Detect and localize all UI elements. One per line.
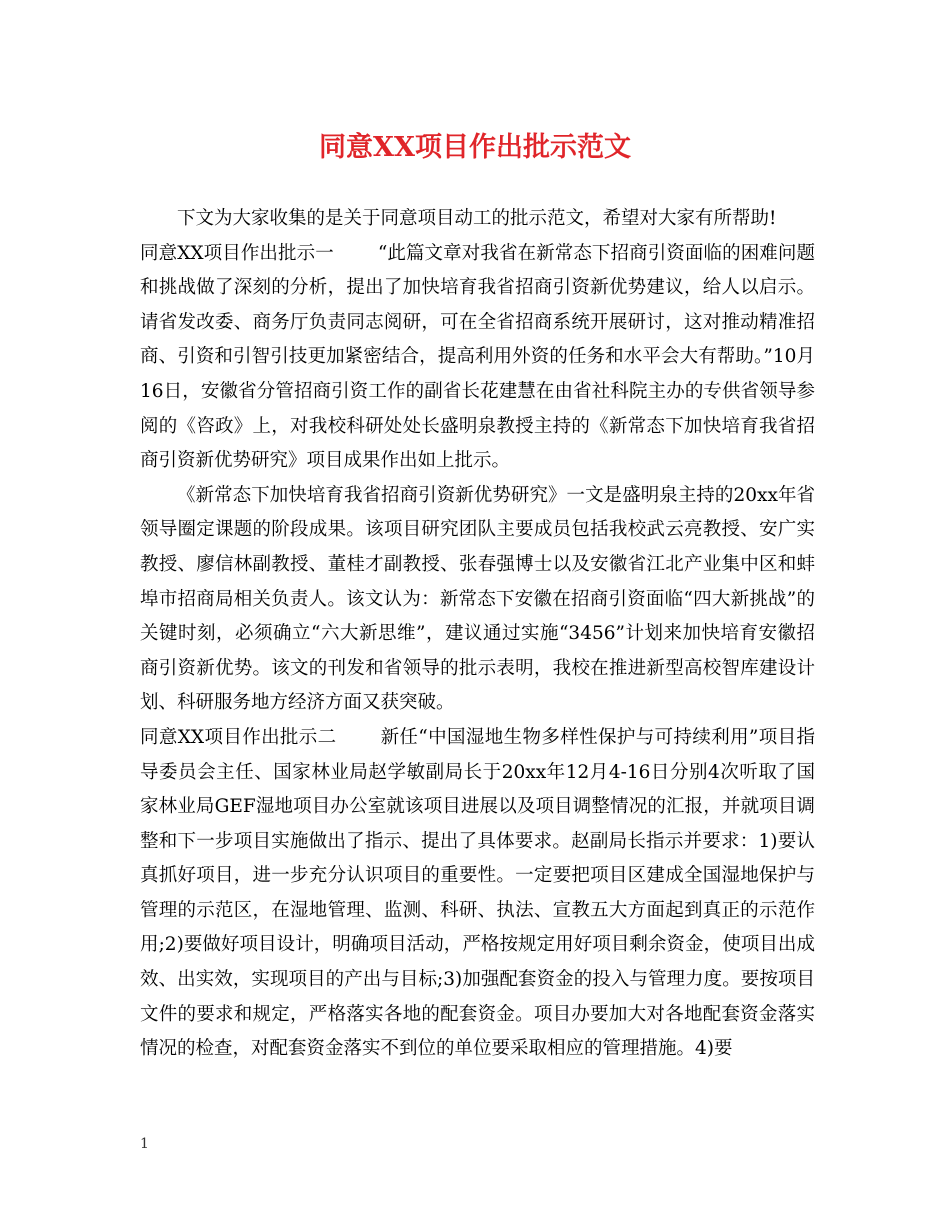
intro-paragraph: 下文为大家收集的是关于同意项目动工的批示范文，希望对大家有所帮助!	[177, 208, 777, 229]
page-number: 1	[140, 1136, 149, 1152]
section-1-paragraph	[140, 237, 815, 479]
section-2-heading: 同意XX项目作出批示二	[140, 726, 337, 748]
section-1-text: “此篇文章对我省在新常态下招商引资面临的困难问题和挑战做了深刻的分析，提出了加快培育我省招商引资新优势建议，给人以启示。请省发改委、商务厅负责同志阅研，可在全省招商系统开展研讨，这对推动精准招商、引资和引智引技更加紧密结合，提高利用外资的任务和水平会大有帮助。”10月16日，安徽省分管招商引资工作的副省长花建慧在由省社科院主办的专供省领导参阅的《咨政》上，对我校科研处处长盛明泉教授主持的《新常态下加快培育我省招商引资新优势研究》项目成果作出如上批示。	[140, 242, 815, 472]
paragraph-2: 《新常态下加快培育我省招商引资新优势研究》一文是盛明泉主持的20xx年省领导圈定课题的阶段成果。该项目研究团队主要成员包括我校武云亮教授、安广实教授、廖信林副教授、董桂才副教授、张春强博士以及安徽省江北产业集中区和蚌埠市招商局相关负责人。该文认为：新常态下安徽在招商引资面临“四大新挑战”的关键时刻，必须确立“六大新思维”，建议通过实施“3456”计划来加快培育安徽招商引资新优势。该文的刊发和省领导的批示表明，我校在推进新型高校智库建设计划、科研服务地方经济方面又获突破。	[140, 484, 815, 714]
section-2-text: 新任“中国湿地生物多样性保护与可持续利用”项目指导委员会主任、国家林业局赵学敏副局长于20xx年12月4-16日分别4次听取了国家林业局GEF湿地项目办公室就该项目进展以及项目调整情况的汇报，并就项目调整和下一步项目实施做出了指示、提出了具体要求。赵副局长指示并要求：1)要认真抓好项目，进一步充分认识项目的重要性。一定要把项目区建成全国湿地保护与管理的示范区，在湿地管理、监测、科研、执法、宣教五大方面起到真正的示范作用;2)要做好项目设计，明确项目活动，严格按规定用好项目剩余资金，使项目出成效、出实效，实现项目的产出与目标;3)加强配套资金的投入与管理力度。要按项目文件的要求和规定，严格落实各地的配套资金。项目办要加大对各地配套资金落实情况的检查，对配套资金落实不到位的单位要采取相应的管理措施。4)要	[140, 726, 816, 1060]
section-1-heading: 同意XX项目作出批示一	[140, 242, 334, 264]
section-2-paragraph	[140, 721, 815, 1067]
document-body	[140, 202, 815, 1067]
document-title: 同意XX项目作出批示范文	[319, 132, 631, 163]
